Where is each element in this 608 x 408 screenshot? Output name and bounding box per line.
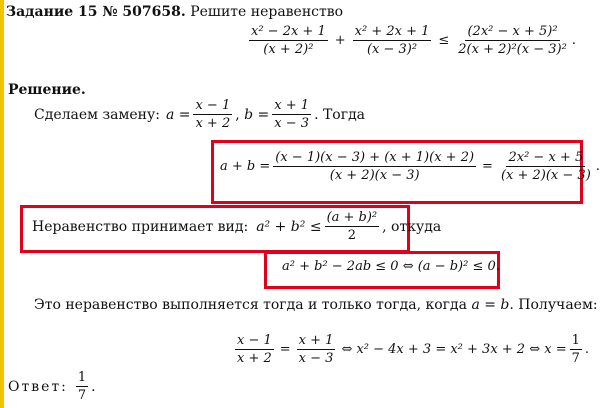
equivalence-formula: a² + b² − 2ab ≤ 0 ⇔ (a − b)² ≤ 0. bbox=[282, 259, 500, 274]
final-left-numerator: x − 1 bbox=[237, 333, 272, 348]
left-accent-bar bbox=[0, 0, 4, 408]
inequality-form-line bbox=[32, 210, 441, 243]
final-x-numerator: 1 bbox=[571, 333, 580, 348]
term2-denominator: (x − 3)² bbox=[366, 42, 418, 57]
task-number: Задание 15 № 507658. bbox=[6, 4, 186, 20]
substitution-text: Сделаем замену: bbox=[34, 106, 160, 123]
term1-denominator: (x + 2)² bbox=[263, 42, 314, 57]
task-header bbox=[6, 4, 343, 20]
a-numerator: x − 1 bbox=[195, 98, 231, 113]
final-right-denominator: x − 3 bbox=[298, 351, 334, 366]
inequality-after: , откуда bbox=[382, 218, 442, 235]
rhs-numerator: (2x² − x + 5)² bbox=[467, 24, 558, 39]
a-denominator: x + 2 bbox=[195, 116, 231, 131]
sum-formula: a + b = $\frac{(x - 1)(x - 3) + (x + 1)(x + 2)}{(x + 2)(x - 3)}$ = $\frac{\text{2x² − x + 5}}{(x + 2)(x - 3)}$ . bbox=[220, 150, 600, 183]
final-right-numerator: x + 1 bbox=[298, 333, 334, 348]
holds-condition: a = b bbox=[471, 297, 510, 313]
sum-numerator: (x − 1)(x − 3) + (x + 1)(x + 2) bbox=[275, 150, 475, 165]
term1-numerator: x² − 2x + 1 bbox=[251, 24, 326, 39]
solution-heading: Решение. bbox=[8, 82, 86, 98]
final-x-denominator: 7 bbox=[571, 351, 580, 366]
sum-result-denominator: (x + 2)(x − 3) bbox=[500, 168, 591, 183]
answer-label: Ответ: bbox=[8, 378, 68, 395]
holds-text: Это неравенство выполняется тогда и только тогда, когда bbox=[34, 297, 467, 313]
holds-line bbox=[34, 297, 598, 313]
sum-lhs: a + b = bbox=[220, 159, 271, 174]
substitution-line: Сделаем замену: a = $\frac{x - 1}{x + 2}$ , b = $\frac{x + 1}{x - 3}$ . Тогда bbox=[34, 98, 366, 131]
inequality-text: Неравенство принимает вид: bbox=[32, 218, 249, 235]
answer-denominator: 7 bbox=[77, 388, 87, 403]
rhs-denominator: 2(x + 2)²(x − 3)² bbox=[458, 42, 567, 57]
b-numerator: x + 1 bbox=[274, 98, 310, 113]
inequality-denominator: 2 bbox=[347, 228, 356, 243]
final-chain: ⇔ x² − 4x + 3 = x² + 3x + 2 ⇔ x = bbox=[341, 342, 567, 357]
answer-line: Ответ: $\frac{1}{7}$ . bbox=[8, 370, 96, 403]
answer-numerator: 1 bbox=[77, 370, 87, 385]
inequality-lhs: a² + b² ≤ bbox=[256, 218, 322, 235]
final-equation: $\frac{x - 1}{x + 2}$ = $\frac{x + 1}{x - 3}$ ⇔ x² − 4x + 3 = x² + 3x + 2 ⇔ x = $\frac{1}{7}$ . bbox=[237, 333, 590, 366]
sum-result-numerator: 2x² − x + 5 bbox=[508, 150, 584, 165]
b-denominator: x − 3 bbox=[274, 116, 310, 131]
holds-after: . Получаем: bbox=[509, 297, 598, 313]
task-instruction: Решите неравенство bbox=[190, 4, 344, 20]
inequality-numerator: (a + b)² bbox=[326, 210, 378, 225]
then-text: . Тогда bbox=[314, 106, 366, 123]
term2-numerator: x² + 2x + 1 bbox=[354, 24, 430, 39]
final-left-denominator: x + 2 bbox=[237, 351, 272, 366]
sum-denominator: (x + 2)(x − 3) bbox=[329, 168, 420, 183]
task-inequality: $\frac{\text{x² − 2x + 1}}{\text{(x + 2)²}}$ + $\frac{\text{x² + 2x + 1}}{\text{(x − 3)²}}$ ≤ $\frac{\text{(2x² − x + 5)²}}{\text{2(x + 2)²(x − 3)²}}$ . bbox=[251, 24, 576, 57]
